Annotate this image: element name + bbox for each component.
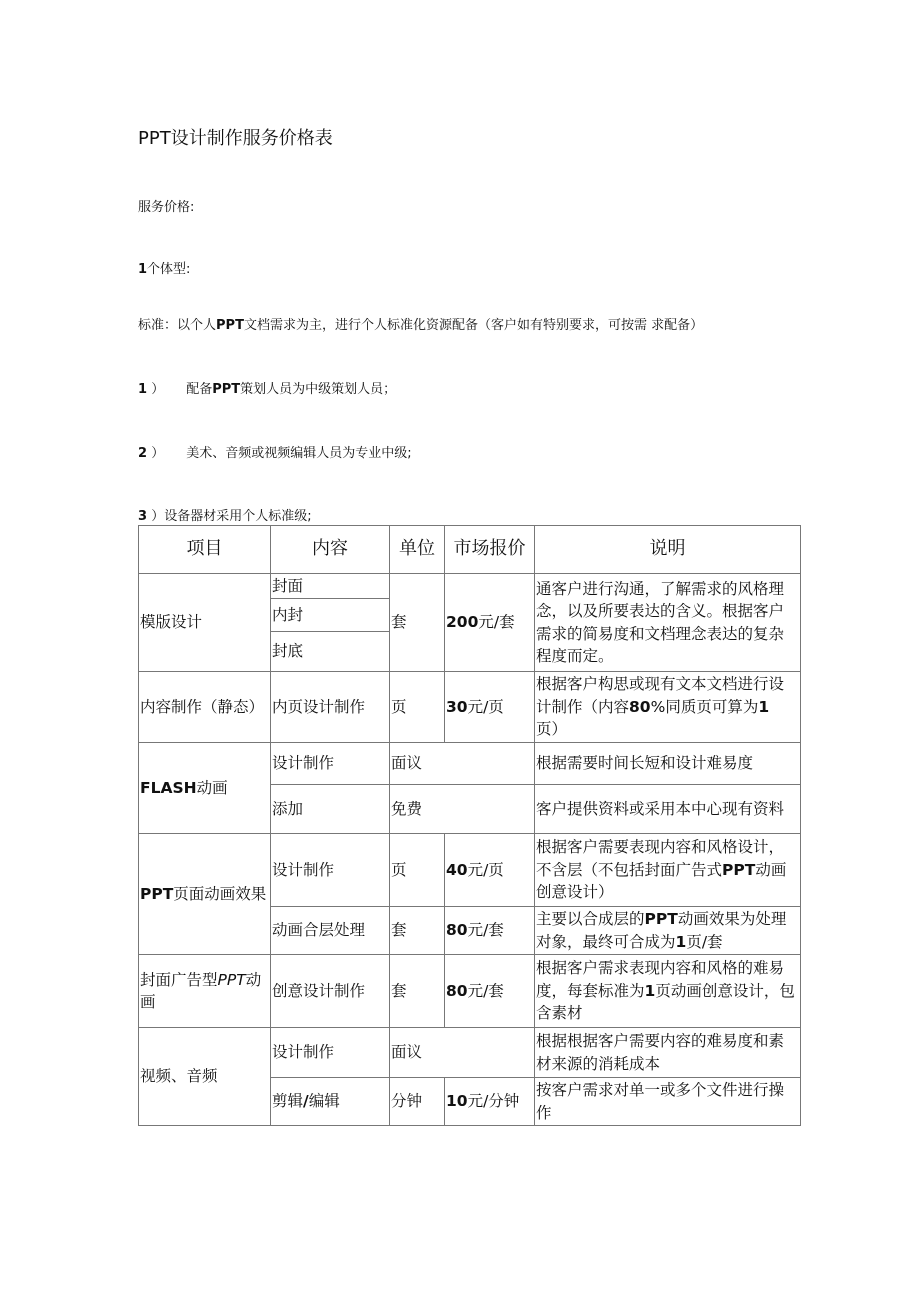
category-line (138, 258, 190, 277)
cell-unit: 套 (390, 574, 445, 672)
cell-desc: 按客户需求对单一或多个文件进行操作 (535, 1078, 801, 1126)
cell-content: 创意设计制作 (271, 955, 390, 1028)
content-text: 剪辑 (272, 1092, 304, 1111)
content-text-post: 编辑 (308, 1092, 340, 1111)
subtitle: 服务价格: (138, 200, 195, 215)
price-table (138, 525, 801, 1126)
cell-content: 封底 (271, 632, 390, 672)
desc-text-mid: 动画效果为处理对象，最终可合成为 (536, 910, 787, 951)
cell-desc (535, 955, 801, 1028)
project-text: 动画 (196, 778, 228, 797)
price-number: 10 (446, 1092, 468, 1111)
standard-pre: 标准：以个人 (138, 318, 217, 333)
desc-text-post: 页动画创意设计，包含素材 (536, 981, 795, 1023)
cell-unit: 面议 (390, 1028, 535, 1078)
price-number: 80 (446, 981, 468, 1000)
table-row (139, 743, 801, 785)
item-text: 配备 (186, 382, 213, 397)
price-number: 80 (446, 921, 468, 940)
cell-project (139, 955, 271, 1028)
item-number: 3 (138, 509, 148, 524)
desc-bold: 80 (629, 697, 651, 716)
item-line-1 (138, 378, 396, 397)
cell-desc: 根据需要时间长短和设计难易度 (535, 743, 801, 785)
cell-desc: 通客户进行沟通，了解需求的风格理念，以及所要表达的含义。根据客户需求的简易度和文档理念表达的复杂程度而定。 (535, 574, 801, 672)
cell-content: 封面 (271, 574, 390, 599)
cell-content: 设计制作 (271, 743, 390, 785)
cell-price (445, 907, 535, 955)
cell-project: 内容制作（静态） (139, 672, 271, 743)
item-line-2 (138, 442, 412, 461)
cell-unit: 分钟 (390, 1078, 445, 1126)
cell-desc (535, 907, 801, 955)
cell-project: 视频、音频 (139, 1028, 271, 1126)
desc-text-mid: %同质页可算为 (650, 697, 759, 716)
price-number: 30 (446, 697, 468, 716)
table-header-row (139, 526, 801, 574)
price-unit: 元/页 (467, 697, 504, 716)
desc-text: 根据客户需求表现内容和风格的难易度，每套标准为 (536, 959, 785, 1000)
table-row (139, 955, 801, 1028)
header-price: 市场报价 (445, 526, 535, 574)
cell-unit: 页 (390, 834, 445, 907)
standard-line (138, 314, 703, 333)
item-paren: ） (151, 509, 165, 524)
cell-content: 设计制作 (271, 834, 390, 907)
price-unit: 元/页 (467, 860, 504, 879)
cell-unit: 免费 (390, 785, 535, 834)
cell-content: 内页设计制作 (271, 672, 390, 743)
item-number: 1 (138, 382, 148, 397)
cell-desc: 根据根据客户需要内容的难易度和素材来源的消耗成本 (535, 1028, 801, 1078)
price-unit: 元/套 (467, 981, 504, 1000)
project-bold: FLASH (140, 778, 197, 797)
cell-price (445, 1078, 535, 1126)
cell-project (139, 743, 271, 834)
desc-text-post: 动画创意设计） (536, 860, 787, 902)
header-desc: 说明 (535, 526, 801, 574)
desc-bold: PPT (722, 860, 756, 879)
item-number: 2 (138, 446, 148, 461)
cell-unit: 套 (390, 955, 445, 1028)
header-content: 内容 (271, 526, 390, 574)
cell-desc: 客户提供资料或采用本中心现有资料 (535, 785, 801, 834)
item-text: 设备器材采用个人标准级; (164, 509, 312, 524)
cell-price (445, 834, 535, 907)
desc-text: 根据客户构思或现有文本文档进行设计制作（内容 (536, 675, 785, 716)
desc-bold: 1 (644, 981, 656, 1000)
cell-price (445, 955, 535, 1028)
cell-price (445, 672, 535, 743)
table-row (139, 834, 801, 907)
item-paren: ） (151, 382, 165, 397)
item-bold: PPT (212, 382, 241, 397)
table-row (139, 672, 801, 743)
cell-desc (535, 834, 801, 907)
desc-text-post: 页） (536, 720, 568, 739)
header-project: 项目 (139, 526, 271, 574)
cell-content: 设计制作 (271, 1028, 390, 1078)
desc-bold: PPT (644, 910, 678, 929)
content-bold: / (303, 1092, 309, 1111)
cell-unit: 面议 (390, 743, 535, 785)
cell-content (271, 1078, 390, 1126)
desc-text: 根据客户需要表现内容和风格设计，不含层（不包括封面广告式 (536, 838, 785, 879)
header-unit: 单位 (390, 526, 445, 574)
price-unit: 元/套 (478, 613, 515, 632)
project-italic: PPT (217, 970, 246, 989)
project-text-post: 动画 (140, 970, 262, 1011)
standard-post: 文档需求为主，进行个人标准化资源配备（客户如有特别要求，可按需 求配备） (243, 318, 704, 333)
table-row (139, 574, 801, 599)
item-line-3 (138, 505, 312, 524)
category-text: 个体型: (147, 262, 191, 277)
page-title: PPT设计制作服务价格表 (138, 128, 333, 149)
desc-text: 主要以合成层的 (536, 910, 645, 929)
standard-bold: PPT (216, 318, 244, 333)
desc-bold-2: 1 (758, 697, 770, 716)
cell-project (139, 834, 271, 955)
item-text-post: 策划人员为中级策划人员； (240, 382, 397, 397)
price-unit: 元/分钟 (467, 1092, 520, 1111)
project-text: 页面动画效果 (173, 884, 267, 903)
price-number: 200 (446, 613, 479, 632)
cell-content: 内封 (271, 599, 390, 632)
item-paren: ） (151, 446, 165, 461)
table-row (139, 1028, 801, 1078)
cell-content: 动画合层处理 (271, 907, 390, 955)
cell-content: 添加 (271, 785, 390, 834)
category-number: 1 (138, 262, 148, 277)
desc-text-post: 页/套 (686, 932, 723, 951)
cell-unit: 套 (390, 907, 445, 955)
project-bold: PPT (140, 884, 174, 903)
price-number: 40 (446, 860, 468, 879)
cell-unit: 页 (390, 672, 445, 743)
project-text: 封面广告型 (140, 970, 218, 989)
cell-project: 模版设计 (139, 574, 271, 672)
desc-bold-2: 1 (675, 932, 687, 951)
cell-desc (535, 672, 801, 743)
price-unit: 元/套 (467, 921, 504, 940)
cell-price (445, 574, 535, 672)
item-text: 美术、音频或视频编辑人员为专业中级; (186, 446, 412, 461)
